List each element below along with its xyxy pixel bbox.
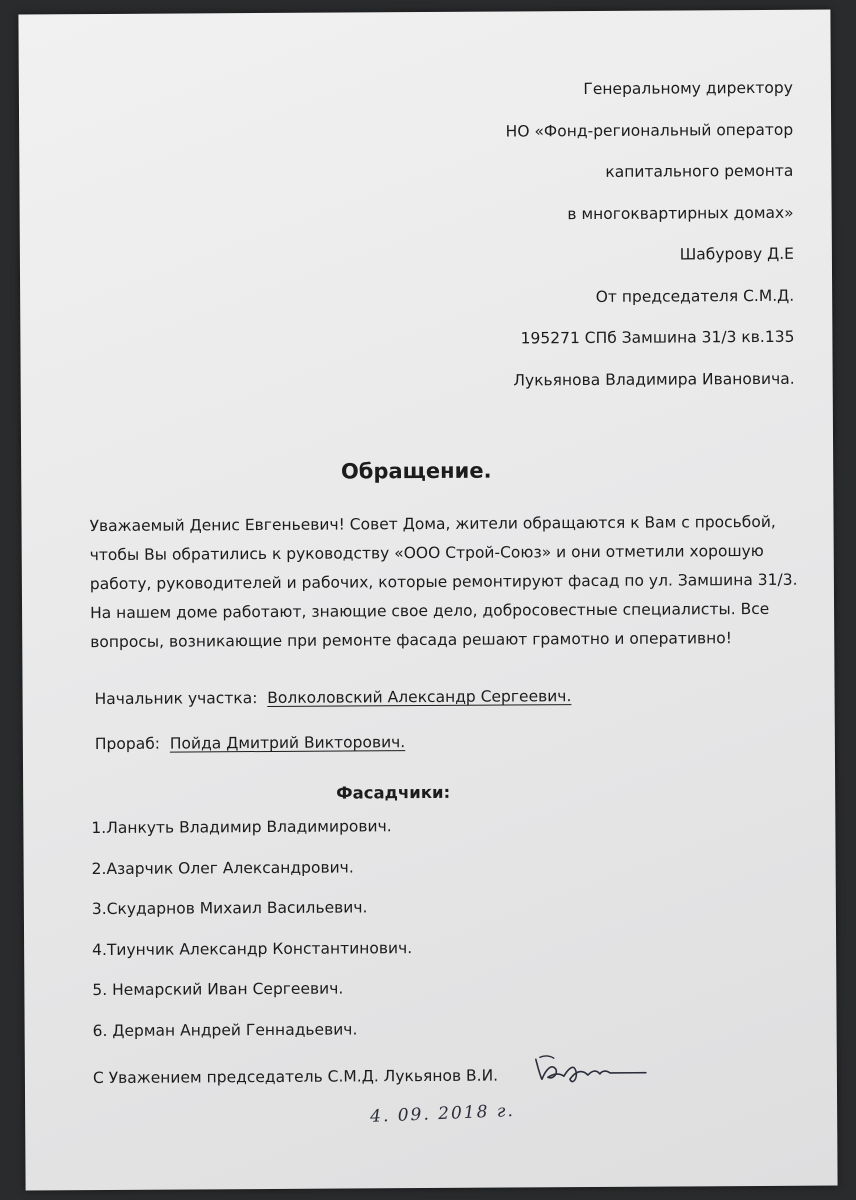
role-name: Волколовский Александр Сергеевич.	[267, 687, 572, 707]
addressee-line: 195271 СПб Замшина 31/3 кв.135	[520, 327, 795, 348]
role-line-site-chief	[95, 687, 572, 708]
signature-scribble	[530, 1049, 650, 1090]
role-label: Начальник участка:	[94, 689, 258, 709]
list-item: 4.Тиунчик Александр Константинович.	[92, 938, 413, 959]
addressee-line: Генеральному директору	[583, 78, 793, 99]
list-item: 3.Скударнов Михаил Васильевич.	[91, 898, 368, 919]
addressee-line: НО «Фонд-региональный оператор	[505, 120, 794, 141]
role-name: Пойда Дмитрий Викторович.	[169, 733, 406, 753]
role-line-foreman	[95, 733, 405, 753]
addressee-line: Лукьянова Владимира Ивановича.	[513, 369, 795, 389]
document-title: Обращение.	[340, 458, 492, 484]
addressee-line: в многоквартирных домах»	[567, 203, 794, 223]
list-item: 6. Дерман Андрей Геннадьевич.	[92, 1019, 358, 1040]
body-paragraph: Уважаемый Денис Евгеньевич! Совет Дома, жители обращаются к Вам с просьбой, чтобы Вы обратились к руководству «ООО Строй-Союз» и они отметили хорошую работу, руководителей и рабочих, которые ремонтируют фасад по ул. Замшина 31/3. На нашем доме работают, знающие свое дело, добросовестные специалисты. Все вопросы, возникающие при ремонте фасада решают грамотно и оперативно!	[89, 512, 798, 652]
addressee-block	[505, 80, 795, 414]
addressee-line: Шабурову Д.Е	[679, 244, 794, 264]
workers-heading: Фасадчики:	[336, 782, 451, 803]
workers-list	[91, 818, 413, 1063]
document-page	[18, 10, 837, 1191]
addressee-line: От председателя С.М.Д.	[595, 286, 795, 306]
addressee-line: капитального ремонта	[605, 161, 794, 181]
list-item: 2.Азарчик Олег Александрович.	[91, 857, 354, 878]
closing-line: С Уважением председатель С.М.Д. Лукьянов В.И.	[92, 1066, 499, 1088]
list-item: 5. Немарский Иван Сергеевич.	[92, 979, 344, 1000]
handwritten-date: 4. 09. 2018 г.	[369, 1100, 516, 1127]
role-label: Прораб:	[94, 734, 161, 754]
list-item: 1.Ланкуть Владимир Владимирович.	[91, 817, 392, 838]
